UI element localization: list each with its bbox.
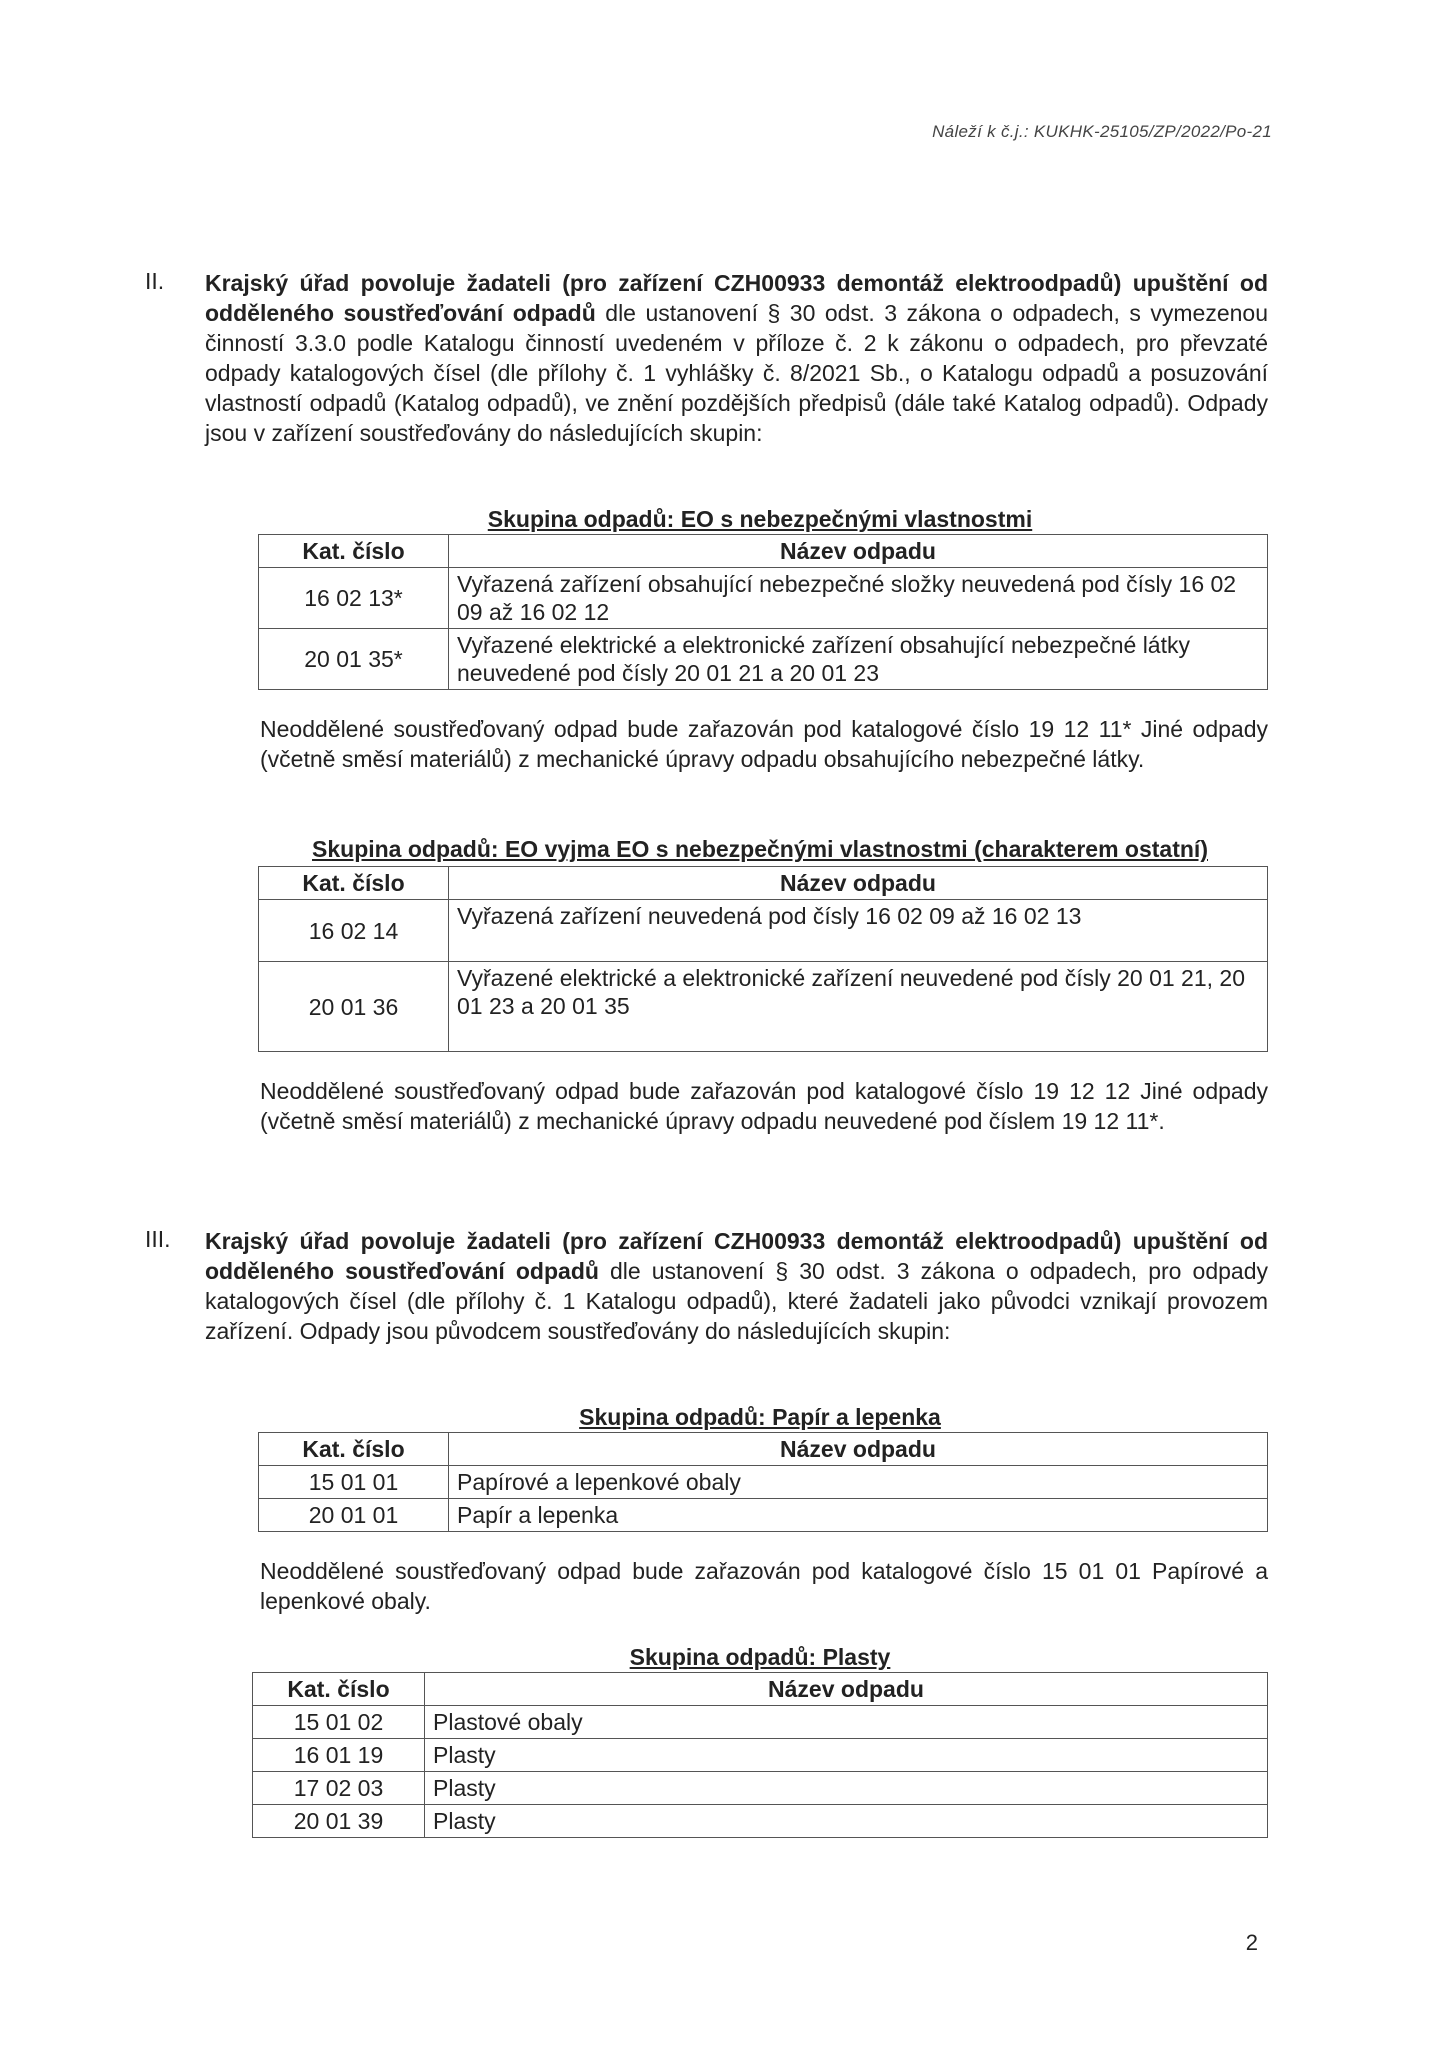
table-header-row (253, 1673, 1268, 1706)
header-name: Název odpadu (425, 1673, 1268, 1706)
table-row (253, 1706, 1268, 1739)
waste-code: 20 01 36 (259, 962, 449, 1052)
header-code: Kat. číslo (259, 535, 449, 568)
section-numeral: II. (145, 268, 165, 294)
waste-code: 20 01 35* (259, 629, 449, 690)
waste-name: Plasty (425, 1772, 1268, 1805)
table-title: Skupina odpadů: EO vyjma EO s nebezpečnými vlastnostmi (charakterem ostatní) (312, 836, 1208, 862)
waste-name: Plastové obaly (425, 1706, 1268, 1739)
waste-code: 20 01 01 (259, 1499, 449, 1532)
waste-name: Plasty (425, 1805, 1268, 1838)
table-title: Skupina odpadů: Plasty (629, 1644, 891, 1670)
table-row (259, 568, 1268, 629)
waste-code: 16 02 14 (259, 900, 449, 962)
section-iii (145, 1226, 1268, 1346)
section-paragraph (205, 1226, 1268, 1346)
header-code: Kat. číslo (259, 1433, 449, 1466)
waste-name: Vyřazená zařízení neuvedená pod čísly 16 02 09 až 16 02 13 (449, 900, 1268, 962)
section-text: dle ustanovení § 30 odst. 3 zákona o odpadech, pro odpady katalogových čísel (dle přílohy č. 1 Katalogu odpadů), které žadateli jako původci vznikají provozem zařízení. Odpady jsou původcem soustřeďovány do následujících skupin: (205, 1258, 1268, 1344)
section-bold-lead: Krajský úřad povoluje žadateli (pro zařízení CZH00933 demontáž elektroodpadů) upuštění od odděleného soustřeďování odpadů (205, 270, 1268, 326)
waste-name: Vyřazené elektrické a elektronické zařízení obsahující nebezpečné látky neuvedené pod čísly 20 01 21 a 20 01 23 (449, 629, 1268, 690)
table-row (253, 1805, 1268, 1838)
waste-table-3 (258, 1432, 1268, 1532)
header-code: Kat. číslo (259, 867, 449, 900)
note-paragraph: Neoddělené soustřeďovaný odpad bude zařazován pod katalogové číslo 19 12 11* Jiné odpady (včetně směsí materiálů) z mechanické úpravy odpadu obsahujícího nebezpečné látky. (260, 716, 1268, 772)
table-title: Skupina odpadů: Papír a lepenka (579, 1404, 941, 1430)
table-row (259, 962, 1268, 1052)
table-header-row (259, 1433, 1268, 1466)
waste-name: Vyřazené elektrické a elektronické zařízení neuvedené pod čísly 20 01 21, 20 01 23 a 20 01 35 (449, 962, 1268, 1052)
header-name: Název odpadu (449, 535, 1268, 568)
waste-code: 15 01 02 (253, 1706, 425, 1739)
page-number: 2 (1245, 1930, 1258, 1955)
table-title: Skupina odpadů: EO s nebezpečnými vlastnostmi (487, 506, 1033, 532)
section-bold-lead: Krajský úřad povoluje žadateli (pro zařízení CZH00933 demontáž elektroodpadů) upuštění od odděleného soustřeďování odpadů (205, 1228, 1268, 1284)
section-paragraph (205, 268, 1268, 448)
section-ii (145, 268, 1268, 448)
waste-code: 17 02 03 (253, 1772, 425, 1805)
table-header-row (259, 535, 1268, 568)
waste-code: 15 01 01 (259, 1466, 449, 1499)
table-row (253, 1739, 1268, 1772)
header-code: Kat. číslo (253, 1673, 425, 1706)
table-row (259, 629, 1268, 690)
waste-name: Vyřazená zařízení obsahující nebezpečné složky neuvedená pod čísly 16 02 09 až 16 02 12 (449, 568, 1268, 629)
table-row (259, 900, 1268, 962)
waste-table-4 (252, 1672, 1268, 1838)
note-paragraph: Neoddělené soustřeďovaný odpad bude zařazován pod katalogové číslo 15 01 01 Papírové a lepenkové obaly. (260, 1558, 1268, 1614)
waste-table-1 (258, 534, 1268, 690)
waste-code: 16 02 13* (259, 568, 449, 629)
section-text: dle ustanovení § 30 odst. 3 zákona o odpadech, s vymezenou činností 3.3.0 podle Katalogu činností uvedeném v příloze č. 2 k zákonu o odpadech, pro převzaté odpady katalogových čísel (dle přílohy č. 1 vyhlášky č. 8/2021 Sb., o Katalogu odpadů a posuzování vlastností odpadů (Katalog odpadů), ve znění pozdějších předpisů (dále také Katalog odpadů). Odpady jsou v zařízení soustřeďovány do následujících skupin: (205, 300, 1268, 446)
waste-code: 20 01 39 (253, 1805, 425, 1838)
waste-name: Plasty (425, 1739, 1268, 1772)
header-name: Název odpadu (449, 1433, 1268, 1466)
header-name: Název odpadu (449, 867, 1268, 900)
waste-name: Papír a lepenka (449, 1499, 1268, 1532)
table-header-row (259, 867, 1268, 900)
waste-code: 16 01 19 (253, 1739, 425, 1772)
table-row (253, 1772, 1268, 1805)
note-paragraph: Neoddělené soustřeďovaný odpad bude zařazován pod katalogové číslo 19 12 12 Jiné odpady (včetně směsí materiálů) z mechanické úpravy odpadu neuvedené pod číslem 19 12 11*. (260, 1078, 1268, 1134)
table-row (259, 1466, 1268, 1499)
waste-name: Papírové a lepenkové obaly (449, 1466, 1268, 1499)
document-reference: Náleží k č.j.: KUKHK-25105/ZP/2022/Po-21 (932, 122, 1272, 141)
table-row (259, 1499, 1268, 1532)
waste-table-2 (258, 866, 1268, 1052)
section-numeral: III. (145, 1226, 171, 1252)
